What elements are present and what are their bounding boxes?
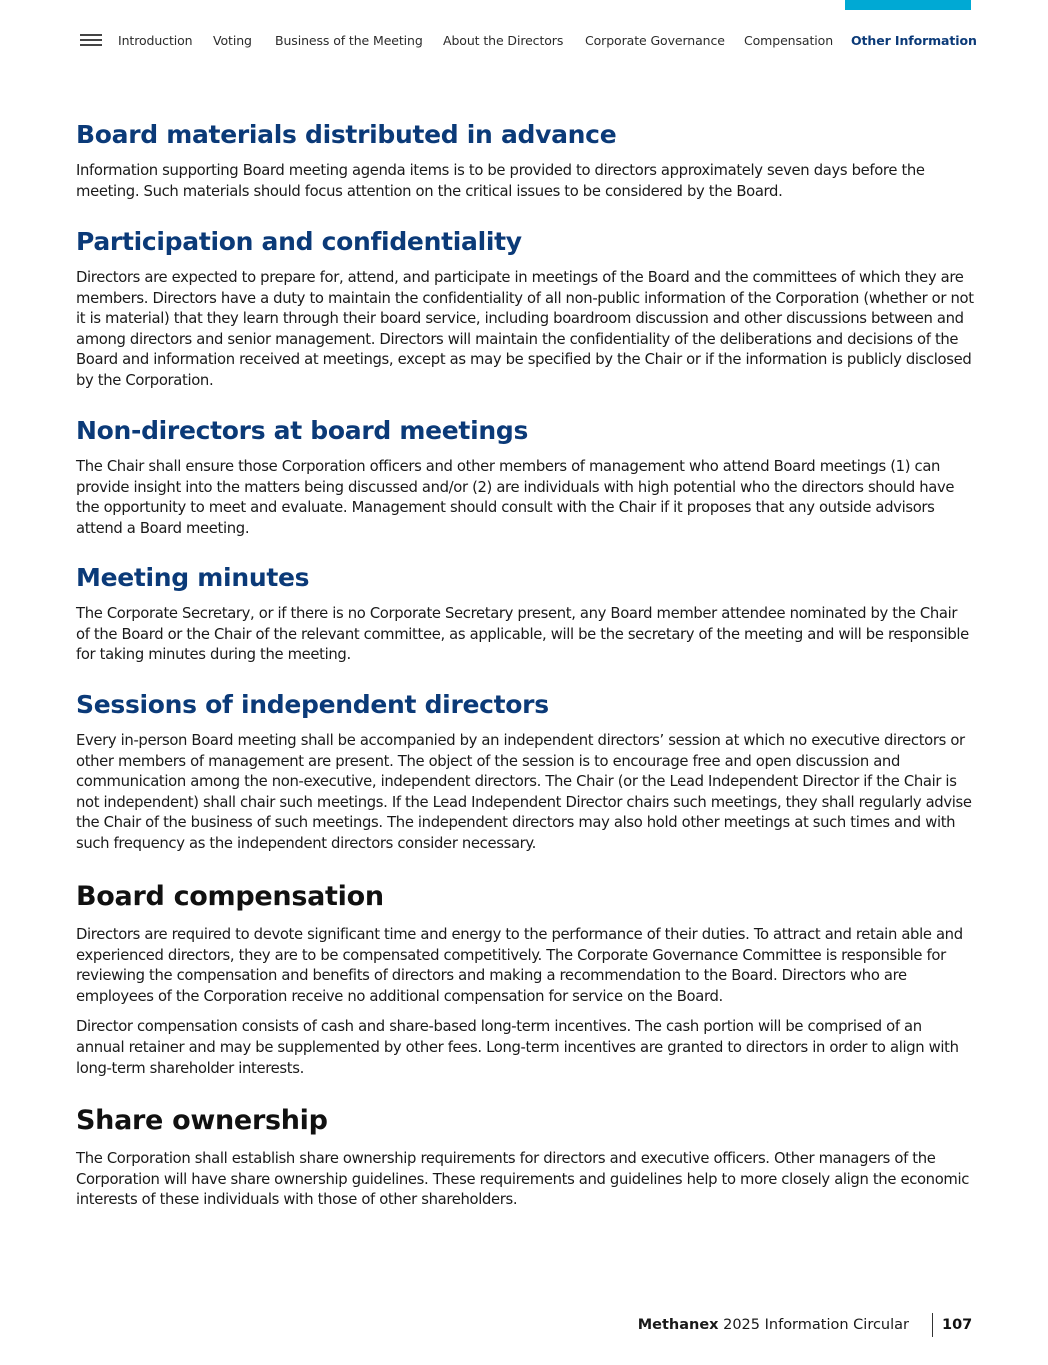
section-paragraph: The Corporation shall establish share ownership requirements for directors and executive officers. Other managers of the Corporation will have share ownership guidelines. These requirements and guidelines help to more closely align the economic interests of these individuals with those of other shareholders. <box>76 1150 970 1209</box>
section-board-compensation <box>76 879 974 1079</box>
footer-document: 2025 Information Circular <box>723 1317 909 1333</box>
section-heading: Non-directors at board meetings <box>76 416 529 445</box>
section-participation-confidentiality <box>76 225 974 392</box>
footer-divider <box>932 1313 933 1337</box>
section-paragraph: The Chair shall ensure those Corporation officers and other members of management who attend Board meetings (1) can provide insight into the matters being discussed and/or (2) are individuals with high potential who the directors should have the opportunity to meet and evaluate. Management should consult with the Chair if it proposes that any outside advisors attend a Board meeting. <box>76 458 955 537</box>
section-non-directors <box>76 414 974 539</box>
footer-company: Methanex <box>637 1317 719 1333</box>
section-paragraph: The Corporate Secretary, or if there is no Corporate Secretary present, any Board member attendee nominated by the Chair of the Board or the Chair of the relevant committee, as applicable, will be the secretary of the meeting and will be responsible for taking minutes during the meeting. <box>76 605 969 664</box>
section-heading: Board materials distributed in advance <box>76 120 617 149</box>
nav-other-information[interactable]: Other Information <box>851 33 977 48</box>
nav-introduction[interactable]: Introduction <box>118 33 193 48</box>
section-meeting-minutes <box>76 561 974 666</box>
nav-business-of-the-meeting[interactable]: Business of the Meeting <box>275 33 423 48</box>
footer-document-title <box>638 1317 909 1333</box>
section-board-materials <box>76 118 974 202</box>
section-share-ownership <box>76 1103 974 1211</box>
section-independent-directors <box>76 688 974 855</box>
section-paragraph: Information supporting Board meeting agenda items is to be provided to directors approximately seven days before the meeting. Such materials should focus attention on the critical issues to be considered by the Board. <box>76 162 925 200</box>
page-footer <box>0 1313 1048 1341</box>
section-heading: Sessions of independent directors <box>76 690 549 719</box>
nav-voting[interactable]: Voting <box>213 33 252 48</box>
section-paragraph: Every in-person Board meeting shall be accompanied by an independent directors’ session at which no executive directors or other members of management are present. The object of the session is to encourage free and open discussion and communication among the non-executive, independent directors. The Chair (or the Lead Independent Director if the Chair is not independent) shall chair such meetings. If the Lead Independent Director chairs such meetings, they shall regularly advise the Chair of the business of such meetings. The independent directors may also hold other meetings at such times and with such frequency as the independent directors consider necessary. <box>76 732 972 852</box>
section-heading: Meeting minutes <box>76 563 310 592</box>
nav-compensation[interactable]: Compensation <box>744 33 834 48</box>
section-paragraph: Director compensation consists of cash and share-based long-term incentives. The cash portion will be comprised of an annual retainer and may be supplemented by other fees. Long-term incentives are granted to directors in order to align with long-term shareholder interests. <box>76 1018 959 1077</box>
section-paragraph: Directors are required to devote significant time and energy to the performance of their duties. To attract and retain able and experienced directors, they are to be compensated competitively. The Corporate Governance Committee is responsible for reviewing the compensation and benefits of directors and making a recommendation to the Board. Directors who are employees of the Corporation receive no additional compensation for service on the Board. <box>76 926 963 1005</box>
nav-about-the-directors[interactable]: About the Directors <box>443 33 564 48</box>
section-paragraph: Directors are expected to prepare for, attend, and participate in meetings of the Board and the committees of which they are members. Directors have a duty to maintain the confidentiality of all non-public information of the Corporation (whether or not it is material) that they learn through their board service, including boardroom discussion and other discussions between and among directors and senior management. Directors will maintain the confidentiality of the deliberations and decisions of the Board and information received at meetings, except as may be specified by the Chair or if the information is publicly disclosed by the Corporation. <box>76 269 974 389</box>
top-navigation <box>80 30 980 52</box>
page-number: 107 <box>942 1317 973 1333</box>
section-heading: Board compensation <box>76 881 384 912</box>
section-heading: Share ownership <box>76 1105 328 1136</box>
section-heading: Participation and confidentiality <box>76 227 522 256</box>
nav-corporate-governance[interactable]: Corporate Governance <box>585 33 725 48</box>
hamburger-menu-icon[interactable] <box>80 34 102 48</box>
header-accent-bar <box>845 0 971 10</box>
